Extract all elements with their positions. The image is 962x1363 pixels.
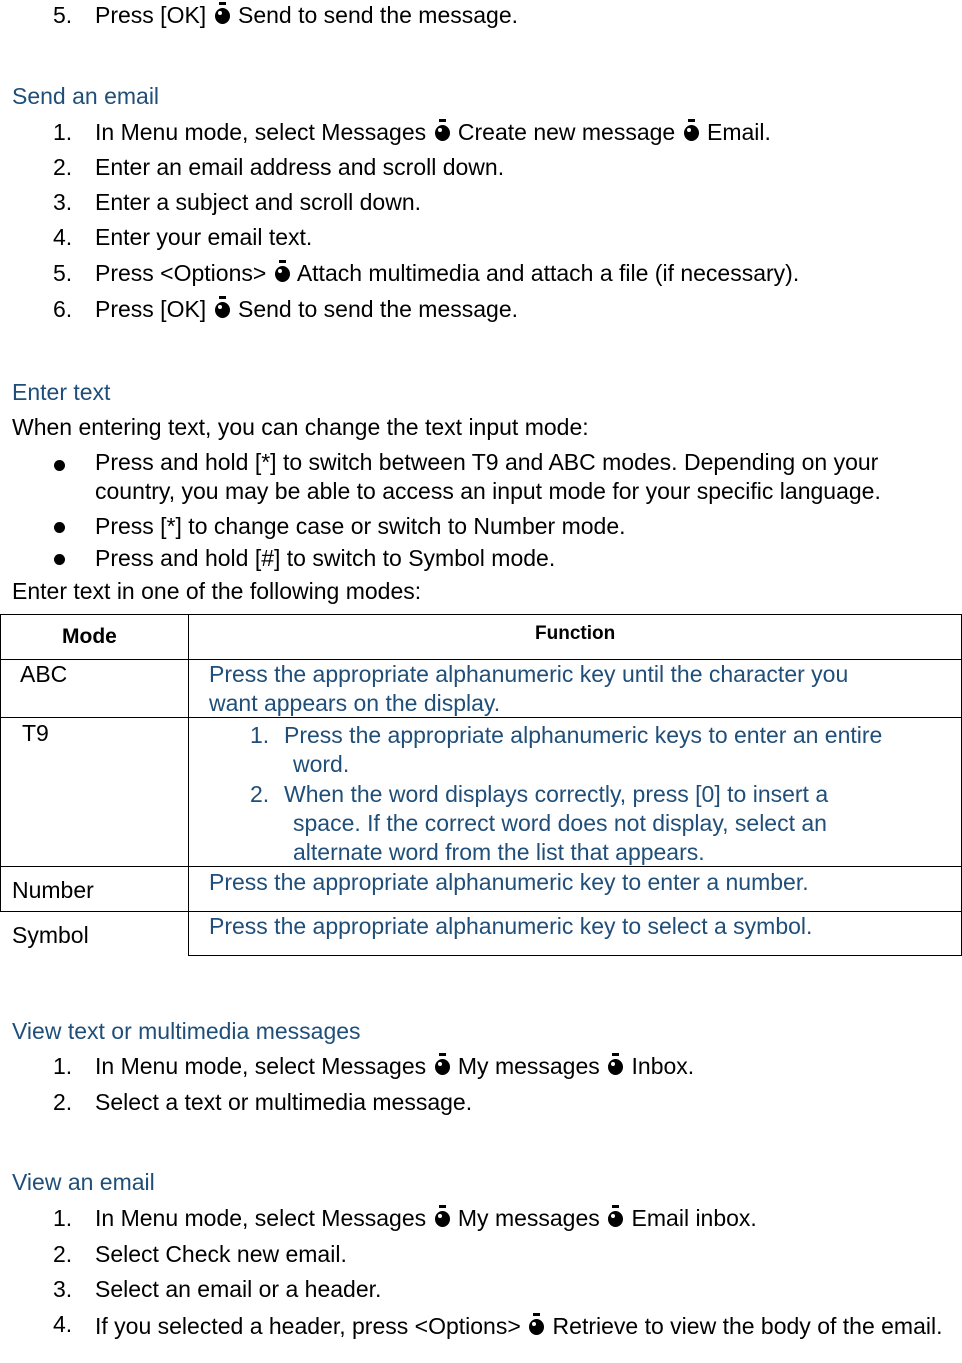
list-number: 2.	[53, 1241, 73, 1267]
list-item	[0, 154, 962, 186]
table-cell-mode: ABC	[20, 661, 68, 687]
bullet-text: Press and hold [*] to switch between T9 and ABC modes. Depending on your country, you may be able to access an input mode for your specific language.	[95, 449, 881, 504]
outro-text: Enter text in one of the following modes:	[12, 578, 422, 604]
arrow-icon	[608, 1211, 623, 1227]
list-item	[0, 119, 962, 151]
table-step-line: alternate word from the list that appears.	[293, 839, 705, 865]
bullet-icon	[54, 460, 65, 471]
table-step-line: word.	[293, 751, 350, 777]
arrow-icon	[529, 1319, 544, 1335]
list-item	[0, 1276, 962, 1308]
table-cell-function-line: Press the appropriate alphanumeric key to enter a number.	[209, 869, 809, 895]
table-step-line: When the word displays correctly, press [0] to insert a	[284, 781, 829, 807]
list-item	[0, 1089, 962, 1121]
bullet-text: Press and hold [#] to switch to Symbol mode.	[95, 545, 556, 571]
list-text: Select Check new email.	[95, 1241, 347, 1267]
list-text: In Menu mode, select Messages My messages Inbox.	[95, 1053, 695, 1079]
list-text: Enter your email text.	[95, 224, 313, 250]
table-step-number: 1.	[250, 722, 270, 748]
list-number: 5.	[53, 260, 73, 286]
list-number: 1.	[53, 1205, 73, 1231]
table-cell-function-line: Press the appropriate alphanumeric key to select a symbol.	[209, 913, 813, 939]
arrow-icon	[684, 125, 699, 141]
list-text: Enter an email address and scroll down.	[95, 154, 505, 180]
list-item	[0, 224, 962, 256]
list-text: Press [OK] Send to send the message.	[95, 2, 519, 28]
list-item	[0, 1241, 962, 1273]
section-heading-view-messages: View text or multimedia messages	[12, 1018, 361, 1044]
table-cell-function-line: want appears on the display.	[209, 690, 501, 716]
intro-text: When entering text, you can change the text input mode:	[12, 414, 589, 440]
list-number: 4.	[53, 1311, 73, 1337]
table-step-line: space. If the correct word does not display, select an	[293, 810, 827, 836]
arrow-icon	[435, 1059, 450, 1075]
list-number: 4.	[53, 224, 73, 250]
arrow-icon	[215, 302, 230, 318]
list-number: 1.	[53, 119, 73, 145]
list-text: Select an email or a header.	[95, 1276, 382, 1302]
table-step-line: Press the appropriate alphanumeric keys to enter an entire	[284, 722, 883, 748]
list-text: In Menu mode, select Messages My messages Email inbox.	[95, 1205, 757, 1231]
list-item	[0, 189, 962, 221]
list-item	[0, 1311, 962, 1363]
bullet-icon	[54, 522, 65, 533]
section-heading-send-email: Send an email	[12, 83, 160, 109]
table-step-number: 2.	[250, 781, 270, 807]
arrow-icon	[215, 8, 230, 24]
section-heading-enter-text: Enter text	[12, 379, 111, 405]
list-number: 3.	[53, 189, 73, 215]
list-number: 1.	[53, 1053, 73, 1079]
section-heading-view-email: View an email	[12, 1169, 155, 1195]
list-item	[0, 296, 962, 328]
bullet-text: Press [*] to change case or switch to Number mode.	[95, 513, 626, 539]
list-number: 2.	[53, 154, 73, 180]
arrow-icon	[275, 266, 290, 282]
list-text: In Menu mode, select Messages Create new message Email.	[95, 119, 771, 145]
list-text: Select a text or multimedia message.	[95, 1089, 473, 1115]
arrow-icon	[608, 1059, 623, 1075]
list-number: 3.	[53, 1276, 73, 1302]
table-cell-mode: Symbol	[12, 922, 89, 948]
list-item	[0, 2, 962, 34]
arrow-icon	[435, 1211, 450, 1227]
table-header-mode: Mode	[62, 625, 117, 648]
list-number: 6.	[53, 296, 73, 322]
list-text: If you selected a header, press <Options> Retrieve to view the body of the email.	[95, 1313, 943, 1339]
arrow-icon	[435, 125, 450, 141]
bullet-icon	[54, 554, 65, 565]
modes-table	[0, 614, 962, 956]
list-number: 2.	[53, 1089, 73, 1115]
list-text: Enter a subject and scroll down.	[95, 189, 422, 215]
list-text: Press <Options> Attach multimedia and attach a file (if necessary).	[95, 260, 800, 286]
list-text: Press [OK] Send to send the message.	[95, 296, 519, 322]
table-cell-mode: Number	[12, 877, 94, 903]
list-item	[0, 1205, 962, 1237]
list-item	[0, 1053, 962, 1085]
list-item	[0, 260, 962, 292]
table-cell-mode: T9	[22, 720, 49, 746]
list-number: 5.	[53, 2, 73, 28]
table-cell-function-line: Press the appropriate alphanumeric key until the character you	[209, 661, 849, 687]
table-header-function: Function	[535, 623, 616, 644]
